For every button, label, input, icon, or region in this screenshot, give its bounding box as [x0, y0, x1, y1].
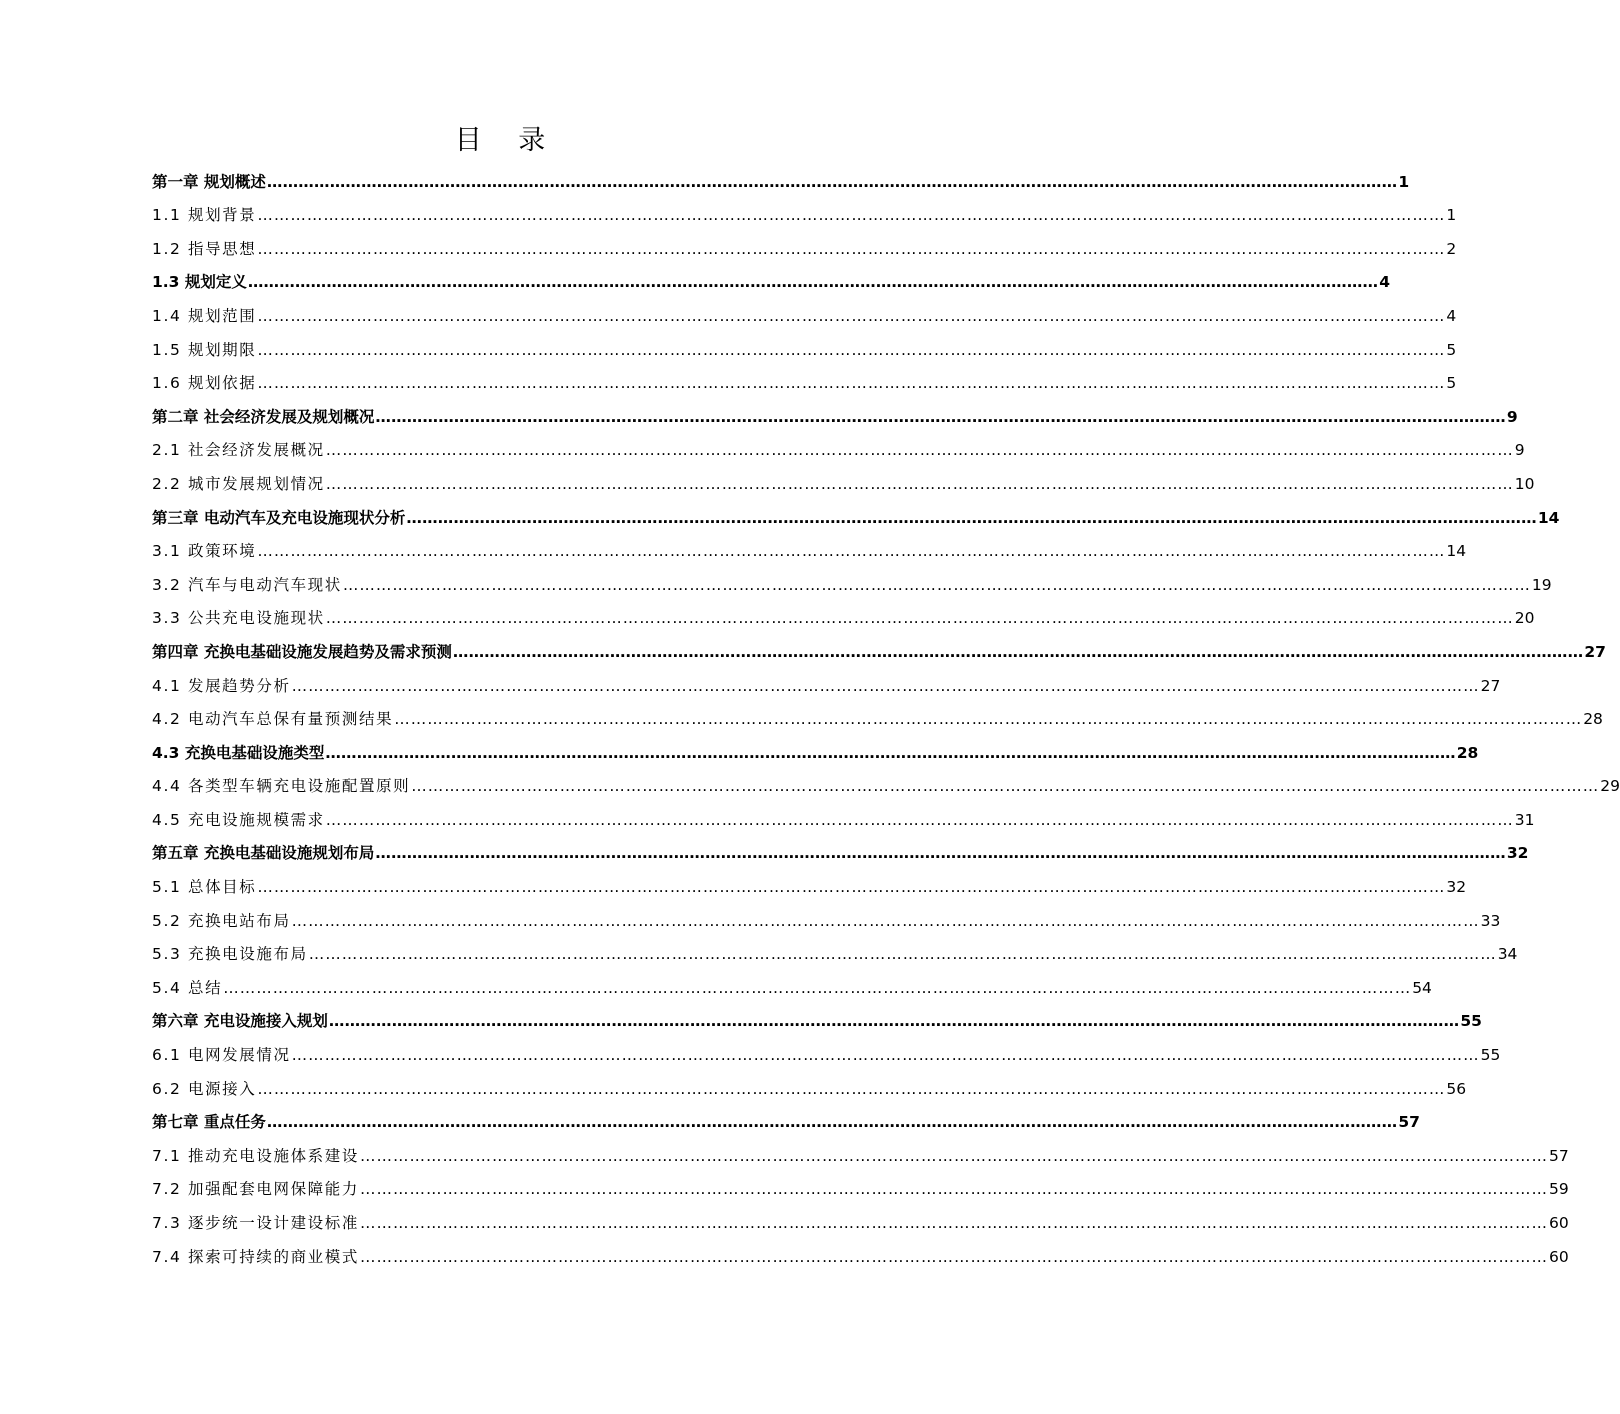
toc-entry-label: 第二章 社会经济发展及规划概况	[152, 407, 375, 426]
toc-dot-leader: ………………………………………………………………………………………………………………………………………………………………………………………………	[257, 542, 1446, 561]
toc-page-number: 2	[1446, 239, 1457, 258]
toc-entry-label: 第三章 电动汽车及充电设施现状分析	[152, 508, 406, 527]
toc-entry-label: 1.1 规划背景	[152, 206, 257, 225]
toc-page-number: 31	[1514, 810, 1535, 829]
toc-dot-leader: ………………………………………………………………………………………………………………………………………………………………………………………………	[257, 374, 1446, 393]
toc-entry-label: 2.2 城市发展规划情况	[152, 474, 325, 493]
toc-dot-leader: ………………………………………………………………………………………………………………………………………………………………………………………………	[342, 575, 1531, 594]
toc-chapter-entry[interactable]	[152, 729, 1479, 763]
toc-dot-leader: ………………………………………………………………………………………………………………………………………………………………………………………………	[325, 810, 1514, 829]
toc-entry-label: 第六章 充电设施接入规划	[152, 1012, 328, 1031]
toc-chapter-entry[interactable]	[152, 830, 1529, 864]
toc-dot-leader: ………………………………………………………………………………………………………………………………………………………………………………………………	[411, 777, 1600, 796]
toc-list	[152, 158, 1620, 1267]
toc-section-entry[interactable]	[152, 292, 1457, 326]
toc-dot-leader: ………………………………………………………………………………………………………………………………………………………………………………………………	[359, 1247, 1548, 1266]
toc-dot-leader: ………………………………………………………………………………………………………………………………………………………………………………………………	[257, 340, 1446, 359]
toc-page-number: 32	[1446, 878, 1467, 897]
toc-page-number: 34	[1497, 945, 1518, 964]
toc-dot-leader: ………………………………………………………………………………………………………………………………………………………………………………………………	[266, 1113, 1398, 1132]
toc-entry-label: 4.4 各类型车辆充电设施配置原则	[152, 777, 411, 796]
toc-section-entry[interactable]	[152, 595, 1535, 629]
toc-section-entry[interactable]	[152, 1233, 1569, 1267]
toc-dot-leader: ………………………………………………………………………………………………………………………………………………………………………………………………	[266, 172, 1398, 191]
toc-chapter-entry[interactable]	[152, 393, 1518, 427]
toc-dot-leader: ………………………………………………………………………………………………………………………………………………………………………………………………	[291, 676, 1480, 695]
toc-dot-leader: ………………………………………………………………………………………………………………………………………………………………………………………………	[257, 1079, 1446, 1098]
toc-chapter-entry[interactable]	[152, 628, 1606, 662]
toc-dot-leader: ………………………………………………………………………………………………………………………………………………………………………………………………	[325, 609, 1514, 628]
toc-section-entry[interactable]	[152, 460, 1535, 494]
toc-page-number: 60	[1548, 1214, 1569, 1232]
toc-section-entry[interactable]	[152, 1199, 1569, 1233]
toc-dot-leader: ………………………………………………………………………………………………………………………………………………………………………………………………	[291, 911, 1480, 930]
toc-page-number: 9	[1506, 407, 1518, 426]
toc-entry-label: 5.4 总结	[152, 978, 223, 997]
toc-dot-leader: ………………………………………………………………………………………………………………………………………………………………………………………………	[359, 1180, 1548, 1199]
toc-dot-leader: ………………………………………………………………………………………………………………………………………………………………………………………………	[375, 844, 1506, 863]
toc-chapter-entry[interactable]	[152, 158, 1410, 192]
toc-entry-label: 6.2 电源接入	[152, 1079, 257, 1098]
toc-entry-label: 4.5 充电设施规模需求	[152, 810, 325, 829]
toc-page-number: 4	[1446, 306, 1457, 325]
toc-entry-label: 7.1 推动充电设施体系建设	[152, 1146, 359, 1165]
toc-section-entry[interactable]	[152, 192, 1457, 226]
toc-chapter-entry[interactable]	[152, 494, 1560, 528]
toc-page-number: 1	[1398, 172, 1410, 191]
toc-section-entry[interactable]	[152, 360, 1457, 394]
toc-entry-label: 7.3 逐步统一设计建设标准	[152, 1214, 359, 1232]
toc-section-entry[interactable]	[152, 863, 1467, 897]
toc-dot-leader: ………………………………………………………………………………………………………………………………………………………………………………………………	[394, 710, 1583, 729]
toc-dot-leader: ………………………………………………………………………………………………………………………………………………………………………………………………	[247, 273, 1379, 292]
toc-section-entry[interactable]	[152, 1031, 1501, 1065]
toc-dot-leader: ………………………………………………………………………………………………………………………………………………………………………………………………	[257, 878, 1446, 897]
toc-page-number: 59	[1548, 1180, 1569, 1199]
toc-dot-leader: ………………………………………………………………………………………………………………………………………………………………………………………………	[325, 474, 1514, 493]
toc-entry-label: 4.1 发展趋势分析	[152, 676, 291, 695]
toc-dot-leader: ………………………………………………………………………………………………………………………………………………………………………………………………	[291, 1046, 1480, 1065]
toc-dot-leader: ………………………………………………………………………………………………………………………………………………………………………………………………	[375, 407, 1506, 426]
toc-page-number: 14	[1537, 508, 1560, 527]
toc-page-number: 60	[1548, 1247, 1569, 1266]
toc-entry-label: 7.2 加强配套电网保障能力	[152, 1180, 359, 1199]
toc-page-number: 27	[1584, 642, 1606, 661]
toc-entry-label: 4.2 电动汽车总保有量预测结果	[152, 710, 394, 729]
toc-dot-leader: ………………………………………………………………………………………………………………………………………………………………………………………………	[406, 508, 1537, 527]
toc-entry-label: 1.3 规划定义	[152, 273, 247, 292]
toc-section-entry[interactable]	[152, 1065, 1467, 1099]
toc-section-entry[interactable]	[152, 696, 1603, 730]
toc-page-number: 5	[1446, 340, 1457, 359]
toc-dot-leader: ………………………………………………………………………………………………………………………………………………………………………………………………	[325, 441, 1514, 460]
toc-section-entry[interactable]	[152, 662, 1501, 696]
toc-dot-leader: ………………………………………………………………………………………………………………………………………………………………………………………………	[308, 945, 1497, 964]
toc-dot-leader: ………………………………………………………………………………………………………………………………………………………………………………………………	[257, 239, 1446, 258]
toc-entry-label: 3.3 公共充电设施现状	[152, 609, 325, 628]
toc-entry-label: 3.1 政策环境	[152, 542, 257, 561]
toc-dot-leader: ………………………………………………………………………………………………………………………………………………………………………………………………	[257, 206, 1446, 225]
toc-page-number: 55	[1480, 1046, 1501, 1065]
toc-entry-label: 7.4 探索可持续的商业模式	[152, 1247, 359, 1266]
toc-section-entry[interactable]	[152, 528, 1467, 562]
toc-dot-leader: ………………………………………………………………………………………………………………………………………………………………………………………………	[257, 306, 1446, 325]
toc-page-number: 20	[1514, 609, 1535, 628]
toc-entry-label: 1.5 规划期限	[152, 340, 257, 359]
toc-section-entry[interactable]	[152, 763, 1620, 797]
toc-entry-label: 1.6 规划依据	[152, 374, 257, 393]
toc-dot-leader: ………………………………………………………………………………………………………………………………………………………………………………………………	[328, 1012, 1460, 1031]
toc-entry-label: 2.1 社会经济发展概况	[152, 441, 325, 460]
toc-page-number: 14	[1446, 542, 1467, 561]
toc-entry-label: 1.4 规划范围	[152, 306, 257, 325]
toc-chapter-entry[interactable]	[152, 998, 1482, 1032]
toc-page-number: 54	[1412, 978, 1432, 997]
toc-entry-label: 第一章 规划概述	[152, 172, 266, 191]
toc-entry-label: 第五章 充换电基础设施规划布局	[152, 844, 375, 863]
toc-entry-label: 5.1 总体目标	[152, 878, 257, 897]
toc-dot-leader: ………………………………………………………………………………………………………………………………………………………………………………………………	[452, 642, 1584, 661]
toc-entry-label: 第四章 充换电基础设施发展趋势及需求预测	[152, 642, 452, 661]
toc-page-number: 28	[1583, 710, 1603, 729]
toc-entry-label: 5.3 充换电设施布局	[152, 945, 308, 964]
toc-page-number: 29	[1600, 777, 1620, 796]
toc-section-entry[interactable]	[152, 931, 1518, 965]
toc-page-number: 4	[1379, 273, 1391, 292]
toc-entry-label: 6.1 电网发展情况	[152, 1046, 291, 1065]
toc-section-entry[interactable]	[152, 326, 1457, 360]
toc-section-entry[interactable]	[152, 427, 1525, 461]
toc-page-number: 57	[1398, 1113, 1420, 1132]
toc-chapter-entry[interactable]	[152, 1099, 1420, 1133]
toc-page-number: 1	[1446, 206, 1457, 225]
toc-page-number: 9	[1514, 441, 1525, 460]
toc-entry-label: 1.2 指导思想	[152, 239, 257, 258]
toc-dot-leader: ………………………………………………………………………………………………………………………………………………………………………………………………	[223, 978, 1412, 997]
toc-section-entry[interactable]	[152, 561, 1552, 595]
toc-section-entry[interactable]	[152, 225, 1457, 259]
toc-page-number: 33	[1480, 911, 1501, 930]
toc-section-entry[interactable]	[152, 796, 1535, 830]
toc-section-entry[interactable]	[152, 1166, 1569, 1200]
toc-page-number: 56	[1446, 1079, 1467, 1098]
toc-page-number: 5	[1446, 374, 1457, 393]
toc-page-number: 19	[1531, 575, 1552, 594]
toc-page-number: 27	[1480, 676, 1501, 695]
toc-page-number: 32	[1506, 844, 1529, 863]
toc-page-number: 10	[1514, 474, 1535, 493]
toc-page-number: 28	[1456, 743, 1479, 762]
toc-entry-label: 3.2 汽车与电动汽车现状	[152, 575, 342, 594]
toc-dot-leader: ………………………………………………………………………………………………………………………………………………………………………………………………	[359, 1214, 1548, 1232]
toc-entry-label: 5.2 充换电站布局	[152, 911, 291, 930]
toc-dot-leader: ………………………………………………………………………………………………………………………………………………………………………………………………	[359, 1146, 1548, 1165]
toc-dot-leader: ………………………………………………………………………………………………………………………………………………………………………………………………	[325, 743, 1456, 762]
toc-section-entry[interactable]	[152, 1132, 1569, 1166]
toc-title: 目 录	[454, 125, 560, 156]
toc-section-entry[interactable]	[152, 897, 1501, 931]
toc-page-number: 57	[1548, 1146, 1569, 1165]
toc-section-entry[interactable]	[152, 964, 1432, 998]
toc-entry-label: 第七章 重点任务	[152, 1113, 266, 1132]
toc-entry-label: 4.3 充换电基础设施类型	[152, 743, 325, 762]
toc-chapter-entry[interactable]	[152, 259, 1391, 293]
toc-page-number: 55	[1460, 1012, 1482, 1031]
